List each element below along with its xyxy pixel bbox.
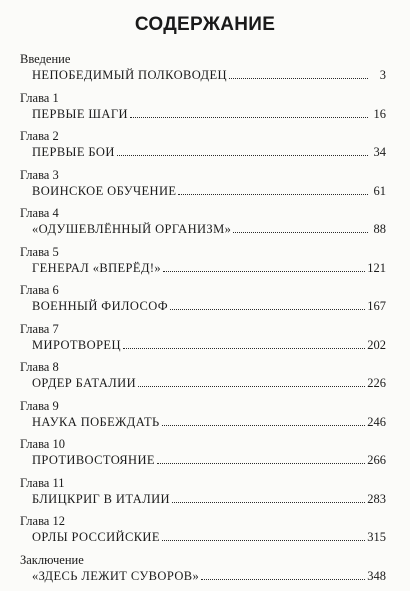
- toc-list: [0, 52, 410, 591]
- entry-title: ПЕРВЫЕ ШАГИ: [32, 107, 128, 121]
- entry-page-number: 88: [370, 222, 386, 236]
- entry-title: ВОИНСКОЕ ОБУЧЕНИЕ: [32, 184, 176, 198]
- entry-row: [32, 567, 386, 583]
- toc-entry-chapter-5[interactable]: [0, 245, 410, 284]
- entry-row: [32, 220, 386, 236]
- toc-entry-chapter-6[interactable]: [0, 283, 410, 322]
- toc-entry-chapter-12[interactable]: [0, 514, 410, 553]
- entry-title: ПРОТИВОСТОЯНИЕ: [32, 453, 155, 467]
- entry-title: ГЕНЕРАЛ «ВПЕРЁД!»: [32, 261, 161, 275]
- entry-label: Глава 9: [20, 399, 59, 413]
- dot-leader: [123, 348, 365, 349]
- entry-label: Глава 7: [20, 322, 59, 336]
- entry-row: [32, 374, 386, 390]
- dot-leader: [170, 309, 365, 310]
- toc-entry-chapter-10[interactable]: [0, 437, 410, 476]
- toc-entry-chapter-1[interactable]: [0, 91, 410, 130]
- entry-page-number: 226: [367, 376, 386, 390]
- entry-page-number: 3: [370, 68, 386, 82]
- entry-title: ПЕРВЫЕ БОИ: [32, 145, 115, 159]
- entry-row: [32, 143, 386, 159]
- toc-entry-intro[interactable]: [0, 52, 410, 91]
- entry-label: Глава 5: [20, 245, 59, 259]
- dot-leader: [130, 117, 368, 118]
- entry-title: ВОЕННЫЙ ФИЛОСОФ: [32, 299, 168, 313]
- dot-leader: [163, 271, 365, 272]
- entry-row: [32, 336, 386, 352]
- dot-leader: [138, 386, 365, 387]
- entry-label: Глава 2: [20, 129, 59, 143]
- dot-leader: [201, 579, 365, 580]
- entry-title: «ОДУШЕВЛЁННЫЙ ОРГАНИЗМ»: [32, 222, 231, 236]
- dot-leader: [157, 463, 365, 464]
- toc-entry-chapter-8[interactable]: [0, 360, 410, 399]
- entry-label: Глава 4: [20, 206, 59, 220]
- entry-label: Глава 1: [20, 91, 59, 105]
- entry-row: [32, 413, 386, 429]
- toc-entry-chapter-7[interactable]: [0, 322, 410, 361]
- entry-row: [32, 66, 386, 82]
- entry-label: Глава 8: [20, 360, 59, 374]
- entry-row: [32, 490, 386, 506]
- page-title: СОДЕРЖАНИЕ: [0, 14, 410, 36]
- entry-label: Глава 11: [20, 476, 65, 490]
- entry-row: [32, 259, 386, 275]
- entry-label: Заключение: [20, 553, 84, 567]
- entry-title: МИРОТВОРЕЦ: [32, 338, 121, 352]
- toc-entry-chapter-3[interactable]: [0, 168, 410, 207]
- dot-leader: [229, 78, 368, 79]
- dot-leader: [172, 502, 365, 503]
- entry-title: ОРЛЫ РОССИЙСКИЕ: [32, 530, 160, 544]
- entry-page-number: 283: [367, 492, 386, 506]
- entry-page-number: 16: [370, 107, 386, 121]
- entry-page-number: 34: [370, 145, 386, 159]
- toc-entry-chapter-9[interactable]: [0, 399, 410, 438]
- entry-label: Глава 12: [20, 514, 65, 528]
- entry-row: [32, 182, 386, 198]
- entry-row: [32, 297, 386, 313]
- entry-title: «ЗДЕСЬ ЛЕЖИТ СУВОРОВ»: [32, 569, 199, 583]
- toc-entry-conclusion[interactable]: [0, 553, 410, 591]
- entry-row: [32, 528, 386, 544]
- toc-entry-chapter-11[interactable]: [0, 476, 410, 515]
- entry-page-number: 167: [367, 299, 386, 313]
- entry-page-number: 315: [367, 530, 386, 544]
- dot-leader: [178, 194, 368, 195]
- entry-page-number: 202: [367, 338, 386, 352]
- toc-entry-chapter-2[interactable]: [0, 129, 410, 168]
- entry-label: Глава 6: [20, 283, 59, 297]
- entry-page-number: 246: [367, 415, 386, 429]
- dot-leader: [117, 155, 368, 156]
- toc-entry-chapter-4[interactable]: [0, 206, 410, 245]
- entry-label: Глава 10: [20, 437, 65, 451]
- entry-page-number: 348: [367, 569, 386, 583]
- entry-title: БЛИЦКРИГ В ИТАЛИИ: [32, 492, 170, 506]
- entry-row: [32, 451, 386, 467]
- entry-page-number: 61: [370, 184, 386, 198]
- dot-leader: [233, 232, 368, 233]
- entry-title: НЕПОБЕДИМЫЙ ПОЛКОВОДЕЦ: [32, 68, 227, 82]
- dot-leader: [162, 425, 366, 426]
- entry-row: [32, 105, 386, 121]
- dot-leader: [162, 540, 365, 541]
- entry-label: Глава 3: [20, 168, 59, 182]
- entry-title: НАУКА ПОБЕЖДАТЬ: [32, 415, 160, 429]
- entry-page-number: 121: [367, 261, 386, 275]
- entry-label: Введение: [20, 52, 70, 66]
- entry-page-number: 266: [367, 453, 386, 467]
- entry-title: ОРДЕР БАТАЛИИ: [32, 376, 136, 390]
